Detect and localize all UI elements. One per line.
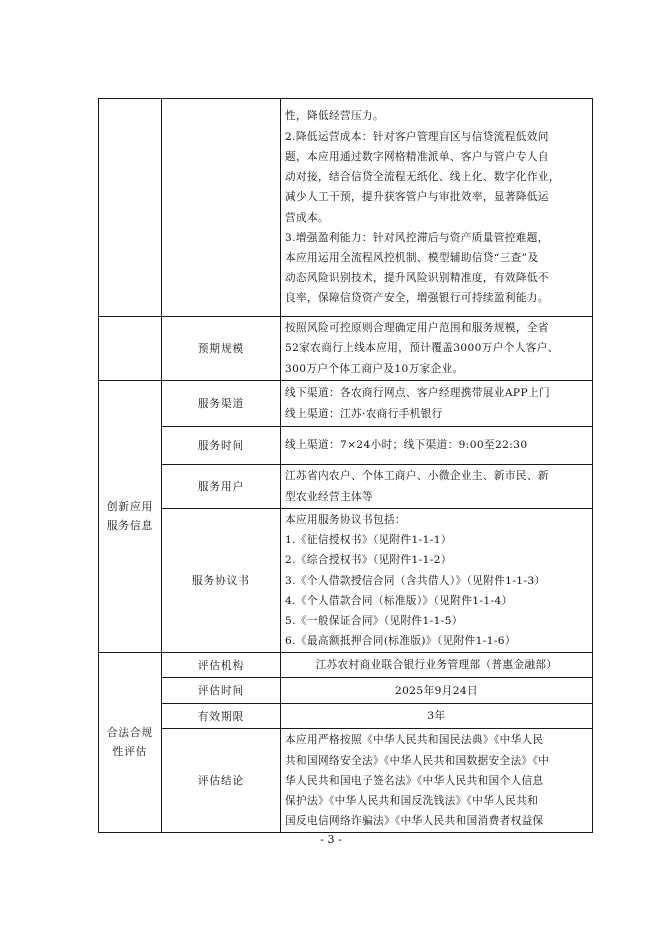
table-row-date bbox=[99, 678, 593, 704]
scale-line: 52家农商行上线本应用，预计覆盖3000万户个人客户、 bbox=[285, 342, 559, 355]
benefits-line: 本应用运用全流程风控机制、模型辅助信贷“三查”及 bbox=[285, 251, 539, 264]
benefits-line: 减少人工干预，提升获客管户与审批效率，显著降低运 bbox=[285, 191, 549, 204]
table-row-conclusion bbox=[99, 729, 593, 833]
conclusion-line: 国反电信网络诈骗法》《中华人民共和国消费者权益保 bbox=[285, 815, 544, 828]
benefits-line: 性，降低经营压力。 bbox=[285, 110, 384, 123]
agreement-item: 2.《综合授权书》（见附件1-1-2） bbox=[285, 554, 452, 567]
scale-label: 预期规模 bbox=[162, 317, 281, 381]
date-label: 评估时间 bbox=[162, 678, 281, 704]
table-row-channels bbox=[99, 381, 593, 427]
benefits-content bbox=[281, 99, 593, 317]
conclusion-label: 评估结论 bbox=[162, 729, 281, 833]
scale-content bbox=[281, 317, 593, 381]
table-row-scale bbox=[99, 317, 593, 381]
benefits-line: 题，本应用通过数字网格精准派单、客户与管户专人自 bbox=[285, 150, 549, 163]
channels-line1: 线下渠道：各农商行网点、客户经理携带展业APP上门 bbox=[285, 387, 550, 400]
agreements-content bbox=[281, 509, 593, 653]
conclusion-content bbox=[281, 729, 593, 833]
benefits-line: 良率，保障信贷资产安全，增强银行可持续盈利能力。 bbox=[285, 292, 549, 305]
time-label: 服务时间 bbox=[162, 427, 281, 465]
scale-line: 按照风险可控原则合理确定用户范围和服务规模，全省 bbox=[285, 322, 549, 335]
agreement-item: 1.《征信授权书》（见附件1-1-1） bbox=[285, 534, 452, 547]
service-section-title bbox=[99, 381, 162, 653]
benefits-line: 3.增强盈利能力：针对风控滞后与资产质量管控难题， bbox=[285, 231, 549, 244]
table-row-validity bbox=[99, 704, 593, 729]
channels-content bbox=[281, 381, 593, 427]
validity-value: 3年 bbox=[281, 704, 593, 729]
agreement-item: 4.《个人借款合同（标准版）》（见附件1-1-4） bbox=[285, 594, 513, 607]
compliance-section-title bbox=[99, 653, 162, 833]
table-row-org bbox=[99, 653, 593, 678]
date-value: 2025年9月24日 bbox=[281, 678, 593, 704]
compliance-title-line1: 合法合规 bbox=[106, 726, 154, 739]
agreement-item: 3.《个人借款授信合同（含共借人）》（见附件1-1-3） bbox=[285, 574, 546, 587]
benefits-line: 2.降低运营成本：针对客户管理盲区与信贷流程低效问 bbox=[285, 130, 549, 143]
empty-category-cell bbox=[99, 99, 162, 317]
table-row-time bbox=[99, 427, 593, 465]
conclusion-line: 保护法》《中华人民共和国反洗钱法》《中华人民共和 bbox=[285, 795, 539, 808]
channels-label: 服务渠道 bbox=[162, 381, 281, 427]
conclusion-line: 本应用严格按照《中华人民共和国民法典》《中华人民 bbox=[285, 734, 544, 747]
conclusion-line: 华人民共和国电子签名法》《中华人民共和国个人信息 bbox=[285, 774, 544, 787]
org-label: 评估机构 bbox=[162, 653, 281, 678]
benefits-line: 动对接，结合信贷全流程无纸化、线上化、数字化作业， bbox=[285, 171, 560, 184]
page-number: - 3 - bbox=[320, 833, 342, 846]
table-row-users bbox=[99, 465, 593, 509]
users-line1: 江苏省内农户、个体工商户、小微企业主、新市民、新 bbox=[285, 470, 549, 483]
empty-category-cell bbox=[99, 317, 162, 381]
agreement-item: 5.《一般保证合同》（见附件1-1-5） bbox=[285, 615, 463, 628]
benefits-line: 营成本。 bbox=[285, 211, 329, 224]
users-label: 服务用户 bbox=[162, 465, 281, 509]
agreements-label: 服务协议书 bbox=[162, 509, 281, 653]
users-line2: 型农业经营主体等 bbox=[285, 490, 373, 503]
table-row-benefits bbox=[99, 99, 593, 317]
agreement-item: 6.《最高额抵押合同(标准版)》（见附件1-1-6） bbox=[285, 635, 516, 648]
agreements-intro: 本应用服务协议书包括： bbox=[285, 514, 406, 526]
info-table bbox=[98, 98, 593, 833]
empty-label-cell bbox=[162, 99, 281, 317]
benefits-line: 动态风险识别技术，提升风险识别精准度，有效降低不 bbox=[285, 272, 549, 285]
conclusion-line: 共和国网络安全法》《中华人民共和国数据安全法》《中 bbox=[285, 754, 550, 767]
channels-line2: 线上渠道：江苏·农商行手机银行 bbox=[285, 407, 443, 420]
table-row-agreements bbox=[99, 509, 593, 653]
time-content bbox=[281, 427, 593, 465]
users-content bbox=[281, 465, 593, 509]
org-value: 江苏农村商业联合银行业务管理部（普惠金融部） bbox=[281, 653, 593, 678]
service-title-line2: 服务信息 bbox=[106, 519, 154, 532]
validity-label: 有效期限 bbox=[162, 704, 281, 729]
scale-line: 300万户个体工商户及10万家企业。 bbox=[285, 362, 464, 375]
service-title-line1: 创新应用 bbox=[106, 500, 154, 513]
compliance-title-line2: 性评估 bbox=[112, 745, 148, 758]
time-text: 线上渠道：7×24小时；线下渠道：9:00至22:30 bbox=[285, 439, 528, 452]
